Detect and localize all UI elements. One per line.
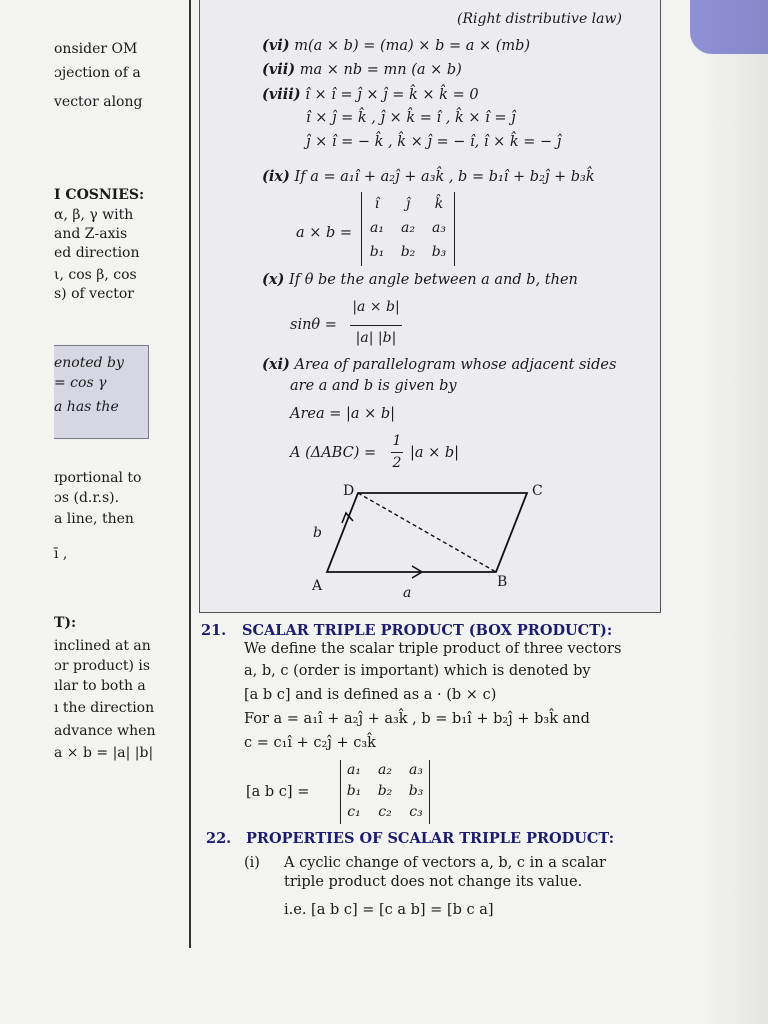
formula: If θ be the angle between a and b, then [288, 272, 578, 288]
area-formula: Area = |a × b| [290, 406, 396, 422]
item-viii [262, 86, 479, 103]
matrix-cell: î [374, 196, 380, 212]
section-title: SCALAR TRIPLE PRODUCT (BOX PRODUCT): [242, 622, 613, 639]
matrix-cell: c₃ [409, 804, 423, 820]
vertex-label: B [497, 574, 508, 590]
matrix-cell: a₁ [347, 762, 361, 778]
vertex-label: A [312, 578, 323, 594]
left-text-line: inclined at an [54, 638, 151, 654]
paragraph-line: A cyclic change of vectors a, b, c in a scalar [284, 855, 606, 871]
left-text-line: a line, then [54, 511, 134, 527]
formula-line: are a and b is given by [290, 378, 457, 394]
item-number: (vi) [262, 37, 290, 54]
paragraph-line: [a b c] and is defined as a · (b × c) [244, 687, 497, 703]
matrix-cell: b₂ [400, 244, 416, 260]
item-number: (vii) [262, 61, 296, 78]
vertex-label: C [532, 483, 543, 499]
matrix-cell: a₃ [432, 220, 446, 236]
left-text-line: α, β, γ with [54, 207, 134, 223]
matrix-cell: a₁ [370, 220, 384, 236]
left-text-line: ι, cos β, cos [54, 267, 137, 283]
matrix-cell: a₃ [409, 762, 423, 778]
triangle-lhs: A (ΔABC) = [290, 445, 377, 461]
box-product-lhs: [a b c] = [246, 784, 310, 800]
paragraph-line: a, b, c (order is important) which is denoted by [244, 663, 591, 679]
left-box-line: a has the [54, 399, 119, 415]
box-product-determinant [340, 760, 430, 824]
law-label: (Right distributive law) [457, 11, 622, 27]
item-vi [262, 37, 530, 54]
matrix-cell: b₁ [369, 244, 385, 260]
left-heading: T): [54, 615, 77, 631]
section-number: 22. [206, 830, 232, 847]
left-text-line: ɔjection of a [54, 65, 141, 81]
formula: î × î = ĵ × ĵ = k̂ × k̂ = 0 [305, 87, 479, 103]
left-text-line: advance when [54, 723, 156, 739]
formula: m(a × b) = (ma) × b = a × (mb) [294, 38, 531, 54]
column-divider [189, 0, 191, 948]
left-text-line: onsider OM [54, 41, 138, 57]
cross-determinant [361, 192, 455, 266]
left-text-line: ı the direction [54, 700, 155, 716]
item-number: (xi) [262, 356, 290, 373]
item-vii [262, 61, 462, 78]
left-box-line: = cos γ [54, 375, 107, 391]
left-text-line: ɔr product) is [54, 658, 151, 674]
left-box-line: enoted by [54, 355, 124, 371]
left-text-line: and Z-axis [54, 226, 128, 242]
formula-line: î × ĵ = k̂ , ĵ × k̂ = î , k̂ × î = ĵ [306, 110, 516, 126]
left-text-line: ılar to both a [54, 678, 146, 694]
vector-label: a [403, 585, 412, 601]
fraction-numerator: |a × b| [352, 299, 400, 315]
formula: If a = a₁î + a₂ĵ + a₃k̂ , b = b₁î + b₂ĵ + b₃k̂ [294, 169, 595, 185]
left-text-line: ī , [54, 546, 68, 562]
paragraph-line: c = c₁î + c₂ĵ + c₃k̂ [244, 735, 376, 751]
paragraph-line: i.e. [a b c] = [c a b] = [b c a] [284, 902, 494, 918]
left-text-line: s) of vector [54, 286, 134, 302]
item-ix [262, 168, 595, 185]
cross-lhs: a × b = [296, 225, 353, 241]
fraction-bar [350, 325, 402, 326]
item-xi [262, 356, 616, 373]
item-number: (viii) [262, 86, 301, 103]
half-bar [391, 452, 403, 453]
matrix-cell: ĵ [405, 196, 411, 212]
paragraph-line: We define the scalar triple product of three vectors [244, 641, 622, 657]
left-text-line: vector along [54, 94, 143, 110]
paragraph-line: triple product does not change its value. [284, 874, 583, 890]
matrix-cell: a₂ [401, 220, 415, 236]
section-number: 21. [201, 622, 227, 639]
matrix-cell: b₂ [377, 783, 393, 799]
left-text-line: ɪportional to [54, 470, 142, 486]
half-denominator: 2 [392, 455, 402, 471]
matrix-cell: a₂ [378, 762, 392, 778]
vector-label: b [313, 525, 322, 541]
sin-lhs: sinθ = [290, 317, 337, 333]
formula: ma × nb = mn (a × b) [299, 62, 462, 78]
item-x [262, 271, 578, 288]
vertex-label: D [343, 483, 355, 499]
left-text-line: a × b = |a| |b| [54, 745, 154, 761]
left-heading: I COSNIES: [54, 187, 145, 203]
formula-line: ĵ × î = − k̂ , k̂ × ĵ = − î, î × k̂ = − ĵ [306, 134, 562, 150]
page-shadow [698, 0, 768, 1024]
matrix-cell: k̂ [434, 196, 444, 212]
section-title: PROPERTIES OF SCALAR TRIPLE PRODUCT: [246, 830, 615, 847]
left-text-line: ed direction [54, 245, 140, 261]
item-number: (i) [244, 855, 260, 871]
half-numerator: 1 [392, 433, 402, 449]
paragraph-line: For a = a₁î + a₂ĵ + a₃k̂ , b = b₁î + b₂ĵ + b₃k̂ and [244, 711, 590, 727]
matrix-cell: c₂ [378, 804, 392, 820]
matrix-cell: b₃ [408, 783, 424, 799]
triangle-rhs: |a × b| [410, 445, 460, 461]
matrix-cell: b₁ [346, 783, 362, 799]
matrix-cell: c₁ [347, 804, 361, 820]
item-number: (x) [262, 271, 285, 288]
diagonal-line [358, 493, 496, 572]
fraction-denominator: |a| |b| [355, 330, 397, 346]
left-text-line: ɔs (d.r.s). [54, 490, 120, 506]
matrix-cell: b₃ [431, 244, 447, 260]
item-number: (ix) [262, 168, 290, 185]
formula: Area of parallelogram whose adjacent sides [294, 357, 617, 373]
parallelogram-figure [300, 480, 560, 605]
